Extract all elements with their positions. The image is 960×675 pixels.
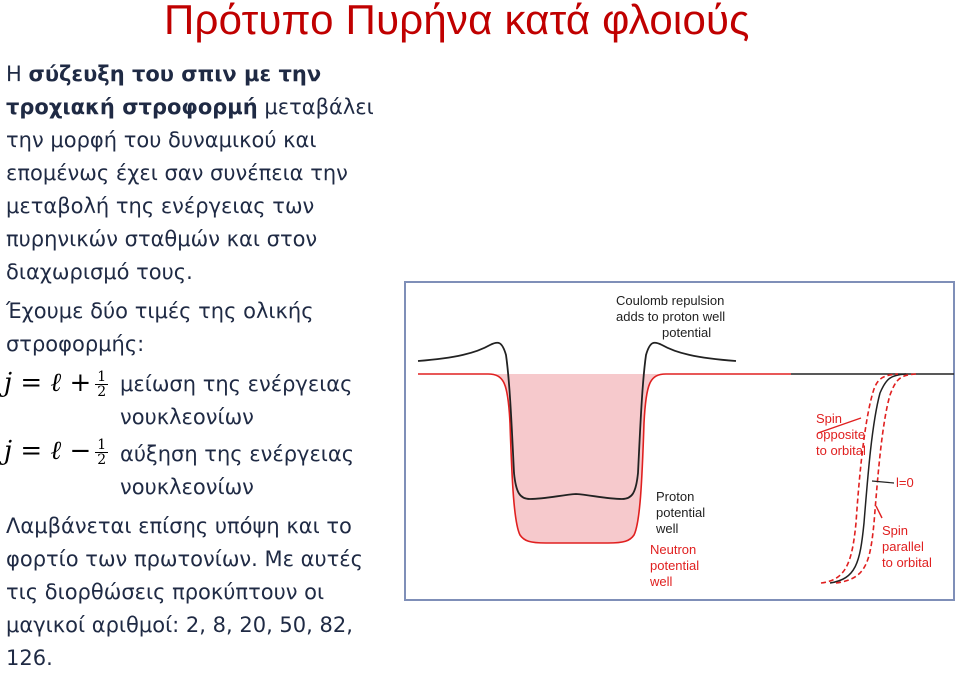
proton-label-line-3: well <box>656 521 679 536</box>
formula-j-plus-text-1: μείωση της ενέργειας <box>120 372 353 396</box>
spin-opposite-line-1: Spin <box>816 411 843 426</box>
potential-well-svg <box>406 283 957 603</box>
fraction-numerator: 1 <box>97 436 107 453</box>
potential-well-diagram <box>404 281 955 601</box>
proton-label-line-2: potential <box>656 505 706 520</box>
fraction-denominator: 2 <box>97 451 107 468</box>
neutron-potential-well <box>418 374 791 543</box>
formula-j-minus-text-2: νουκλεονίων <box>120 475 254 499</box>
total-angular-momentum-paragraph: Έχουμε δύο τιμές της ολικής στροφορμής: <box>6 299 314 356</box>
neutron-label-line-1: Neutron <box>650 542 697 557</box>
para1-prefix: Η <box>6 62 29 86</box>
spin-orbit-paragraph <box>6 58 386 289</box>
spin-parallel-line-3: to orbital <box>882 555 932 570</box>
para1-bold: σύζευξη του σπιν με την τροχιακή στροφορμή <box>6 62 322 119</box>
proton-label-line-1: Proton <box>656 489 695 504</box>
l0-label: l=0 <box>896 475 914 490</box>
fraction-one-half <box>95 438 108 467</box>
spin-opposite-line-2: opposite <box>816 427 866 442</box>
formula-j-plus-lhs: j = ℓ + <box>4 368 92 398</box>
spin-opposite-line-3: to orbital <box>816 443 866 458</box>
formula-j-minus-lhs: j = ℓ − <box>4 436 92 466</box>
page-title: Πρότυπο Πυρήνα κατά φλοιούς <box>164 0 750 43</box>
arrow-spin-parallel <box>876 506 882 518</box>
formula-j-plus-text-2: νουκλεονίων <box>120 405 254 429</box>
coulomb-label-line-2: adds to proton well <box>616 309 726 324</box>
spin-parallel-line-1: Spin <box>882 523 909 538</box>
arrow-l0 <box>872 481 894 483</box>
fraction-denominator: 2 <box>97 383 107 400</box>
neutron-label-line-2: potential <box>650 558 700 573</box>
formula-j-minus-text-1: αύξηση της ενέργειας <box>120 442 355 466</box>
formula-j-minus <box>4 436 108 467</box>
fraction-one-half <box>95 370 108 399</box>
coulomb-label-line-3: potential <box>662 325 712 340</box>
neutron-label-line-3: well <box>650 574 673 589</box>
proton-charge-paragraph: Λαμβάνεται επίσης υπόψη και το φορτίο των πρωτονίων. Με αυτές τις διορθώσεις προκύπτουν οι μαγικοί αριθμοί: 2, 8, 20, 50, 82, 126. <box>6 514 363 670</box>
spin-parallel-line-2: parallel <box>882 539 924 554</box>
coulomb-label-line-1: Coulomb repulsion <box>616 293 725 308</box>
formula-j-plus <box>4 368 108 399</box>
fraction-numerator: 1 <box>97 368 107 385</box>
para1-rest: μεταβάλει την μορφή του δυναμικού και επομένως έχει σαν συνέπεια την μεταβολή της ενέργειας των πυρηνικών σταθμών και στον διαχωρισμό τους. <box>6 95 374 284</box>
